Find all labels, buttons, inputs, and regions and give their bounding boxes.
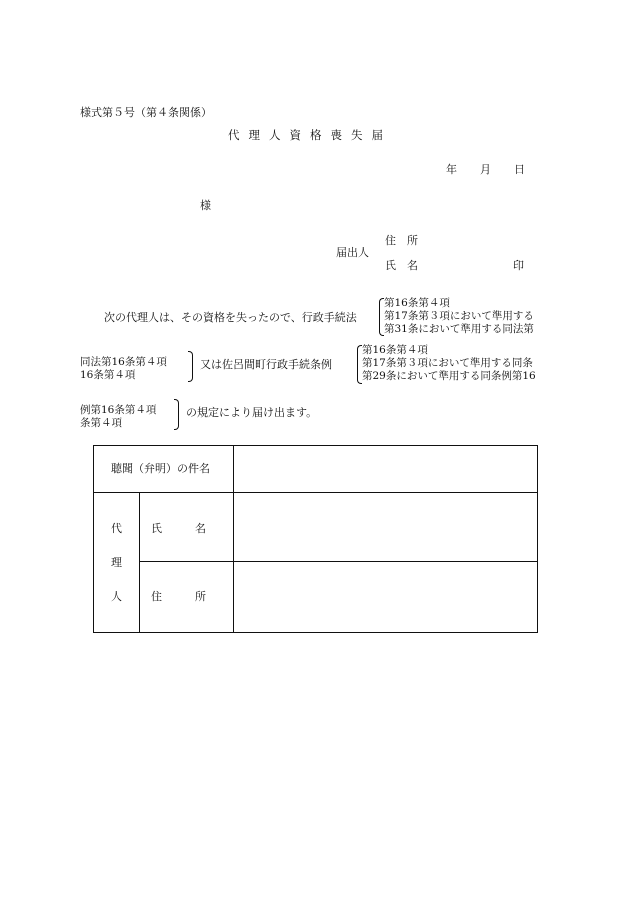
date-year-label: 年 bbox=[446, 163, 457, 176]
date-month-label: 月 bbox=[480, 163, 491, 176]
right-brace bbox=[174, 399, 179, 430]
ordinance-tail-2: 条第４項 bbox=[80, 417, 122, 429]
table-divider bbox=[139, 561, 537, 562]
ordinance-option-3: 第29条において準用する同条例第16 bbox=[362, 370, 536, 382]
law-option-2: 第17条第３項において準用する bbox=[384, 310, 534, 322]
applicant-address-label: 住 所 bbox=[385, 234, 418, 247]
table-divider bbox=[139, 492, 140, 632]
applicant-label: 届出人 bbox=[336, 246, 369, 259]
agent-label-2: 理 bbox=[111, 556, 122, 569]
seal-label: 印 bbox=[513, 259, 524, 272]
body-intro: 次の代理人は、その資格を失ったので、行政手続法 bbox=[104, 311, 357, 324]
law-tail-1: 同法第16条第４項 bbox=[80, 356, 167, 368]
agent-label-3: 人 bbox=[111, 590, 122, 603]
agent-address-label: 住 所 bbox=[151, 590, 206, 603]
agent-label-1: 代 bbox=[111, 522, 122, 535]
applicant-name-label: 氏 名 bbox=[385, 259, 418, 272]
closing-text: の規定により届け出ます。 bbox=[186, 406, 318, 419]
right-brace bbox=[188, 351, 193, 382]
form-number: 様式第５号（第４条関係） bbox=[80, 106, 212, 119]
ordinance-tail-1: 例第16条第４項 bbox=[80, 404, 157, 416]
agent-name-label: 氏 名 bbox=[151, 522, 206, 535]
law-option-3: 第31条において準用する同法第 bbox=[384, 323, 534, 335]
law-tail-2: 16条第４項 bbox=[80, 369, 136, 381]
document-title: 代理人資格喪失届 bbox=[228, 128, 392, 142]
hearing-label: 聴聞（弁明）の件名 bbox=[111, 462, 210, 475]
date-day-label: 日 bbox=[514, 163, 525, 176]
table-divider bbox=[93, 492, 537, 493]
ordinance-option-2: 第17条第３項において準用する同条 bbox=[362, 357, 533, 369]
ordinance-text: 又は佐呂間町行政手続条例 bbox=[200, 358, 332, 371]
law-option-1: 第16条第４項 bbox=[384, 297, 450, 309]
table-divider bbox=[233, 445, 234, 632]
addressee-suffix: 様 bbox=[200, 199, 211, 212]
ordinance-option-1: 第16条第４項 bbox=[362, 344, 428, 356]
